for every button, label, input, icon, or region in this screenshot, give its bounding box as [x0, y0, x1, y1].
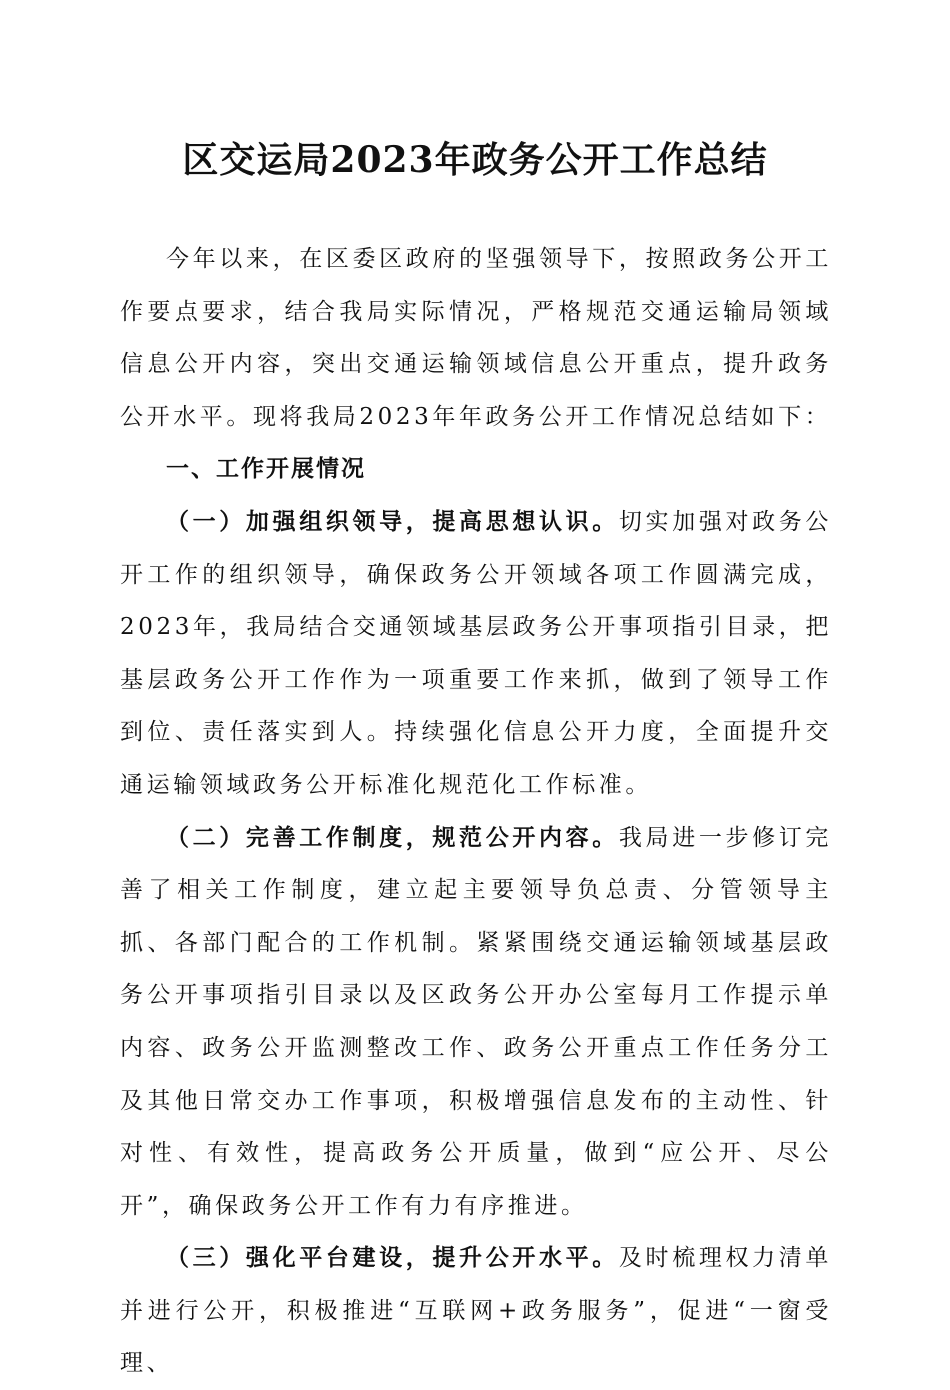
paragraph-item-3 [120, 1232, 832, 1390]
item-text: 切实加强对政务公开工作的组织领导，确保政务公开领域各项工作圆满完成，2023年，我局结合交通领域基层政务公开事项指引目录，把基层政务公开工作作为一项重要工作来抓，做到了领导工作到位、责任落实到人。持续强化信息公开力度，全面提升交通运输领域政务公开标准化规范化工作标准。 [120, 508, 832, 798]
item-heading: （三）强化平台建设，提升公开水平。 [166, 1244, 619, 1272]
intro-paragraph: 今年以来，在区委区政府的坚强领导下，按照政务公开工作要点要求，结合我局实际情况，严格规范交通运输局领域信息公开内容，突出交通运输领域信息公开重点，提升政务公开水平。现将我局2023年年政务公开工作情况总结如下： [120, 246, 832, 430]
item-heading: （一）加强组织领导，提高思想认识。 [166, 507, 619, 535]
item-heading: （二）完善工作制度，规范公开内容。 [166, 823, 619, 851]
document-title: 区交运局2023年政务公开工作总结 [182, 139, 768, 181]
document-body [120, 233, 832, 1390]
item-text: 我局进一步修订完善了相关工作制度，建立起主要领导负总责、分管领导主抓、各部门配合的工作机制。紧紧围绕交通运输领域基层政务公开事项指引目录以及区政务公开办公室每月工作提示单内容、政务公开监测整改工作、政务公开重点工作任务分工及其他日常交办工作事项，积极增强信息发布的主动性、针对性、有效性，提高政务公开质量，做到“应公开、尽公开”，确保政务公开工作有力有序推进。 [120, 824, 832, 1219]
paragraph-item-2 [120, 812, 832, 1233]
paragraph-item-1 [120, 496, 832, 812]
item-text: 及时梳理权力清单并进行公开，积极推进“互联网+政务服务”，促进“一窗受理、 [120, 1245, 832, 1377]
section-heading: 一、工作开展情况 [166, 456, 366, 483]
